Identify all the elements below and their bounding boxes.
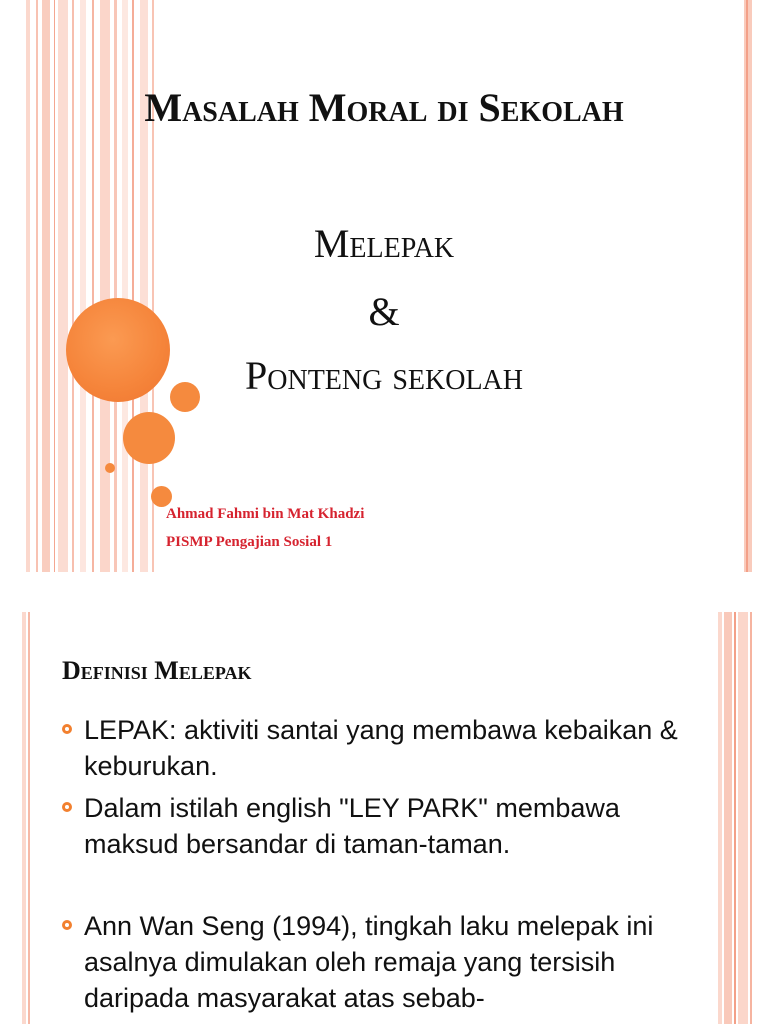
bullet-circle-icon <box>62 724 72 734</box>
decorative-stripe <box>114 0 117 572</box>
decorative-stripe <box>100 0 110 572</box>
decorative-stripe <box>734 612 736 1024</box>
decorative-stripe <box>28 612 30 1024</box>
course-name: PISMP Pengajian Sosial 1 <box>166 534 333 550</box>
decorative-stripe <box>54 0 55 572</box>
decorative-circle-medium <box>123 412 175 464</box>
decorative-stripe <box>42 0 50 572</box>
bullet-circle-icon <box>62 920 72 930</box>
bullet-circle-icon <box>62 802 72 812</box>
decorative-stripe <box>80 0 86 572</box>
decorative-stripe <box>122 0 128 572</box>
slide-separator <box>0 572 768 612</box>
decorative-stripe <box>750 612 752 1024</box>
decorative-circle-tiny <box>105 463 115 473</box>
slide-subtitle-ampersand: & <box>368 289 400 334</box>
bullet-text: Ann Wan Seng (1994), tingkah laku melepak ini asalnya dimulakan oleh remaja yang tersisih daripada masyarakat atas sebab- <box>84 911 654 1013</box>
author-name: Ahmad Fahmi bin Mat Khadzi <box>166 506 365 522</box>
decorative-stripe <box>92 0 94 572</box>
decorative-stripe <box>36 0 38 572</box>
bullet-list <box>62 712 702 1016</box>
bullet-item <box>62 908 702 1016</box>
decorative-stripe <box>718 612 722 1024</box>
decorative-stripe <box>72 0 74 572</box>
decorative-stripe <box>58 0 68 572</box>
slide-title-text: Masalah Moral di Sekolah <box>144 85 624 130</box>
decorative-stripe <box>738 612 748 1024</box>
decorative-circle-small <box>151 486 172 507</box>
slide-definition <box>0 612 768 1024</box>
bullet-item <box>62 712 702 784</box>
bullet-item <box>62 790 702 862</box>
bullet-text: Dalam istilah english "LEY PARK" membawa maksud bersandar di taman-taman. <box>84 793 620 859</box>
slide-subtitle-ponteng: Ponteng sekolah <box>245 353 523 398</box>
slide-subtitle-melepak: Melepak <box>313 221 455 266</box>
bullet-text: LEPAK: aktiviti santai yang membawa kebaikan & keburukan. <box>84 715 678 781</box>
slide-heading: Definisi Melepak <box>62 656 252 685</box>
decorative-stripe <box>746 0 748 572</box>
decorative-stripe <box>22 612 26 1024</box>
decorative-stripe <box>26 0 30 572</box>
decorative-stripe <box>132 0 134 572</box>
decorative-stripe <box>724 612 732 1024</box>
